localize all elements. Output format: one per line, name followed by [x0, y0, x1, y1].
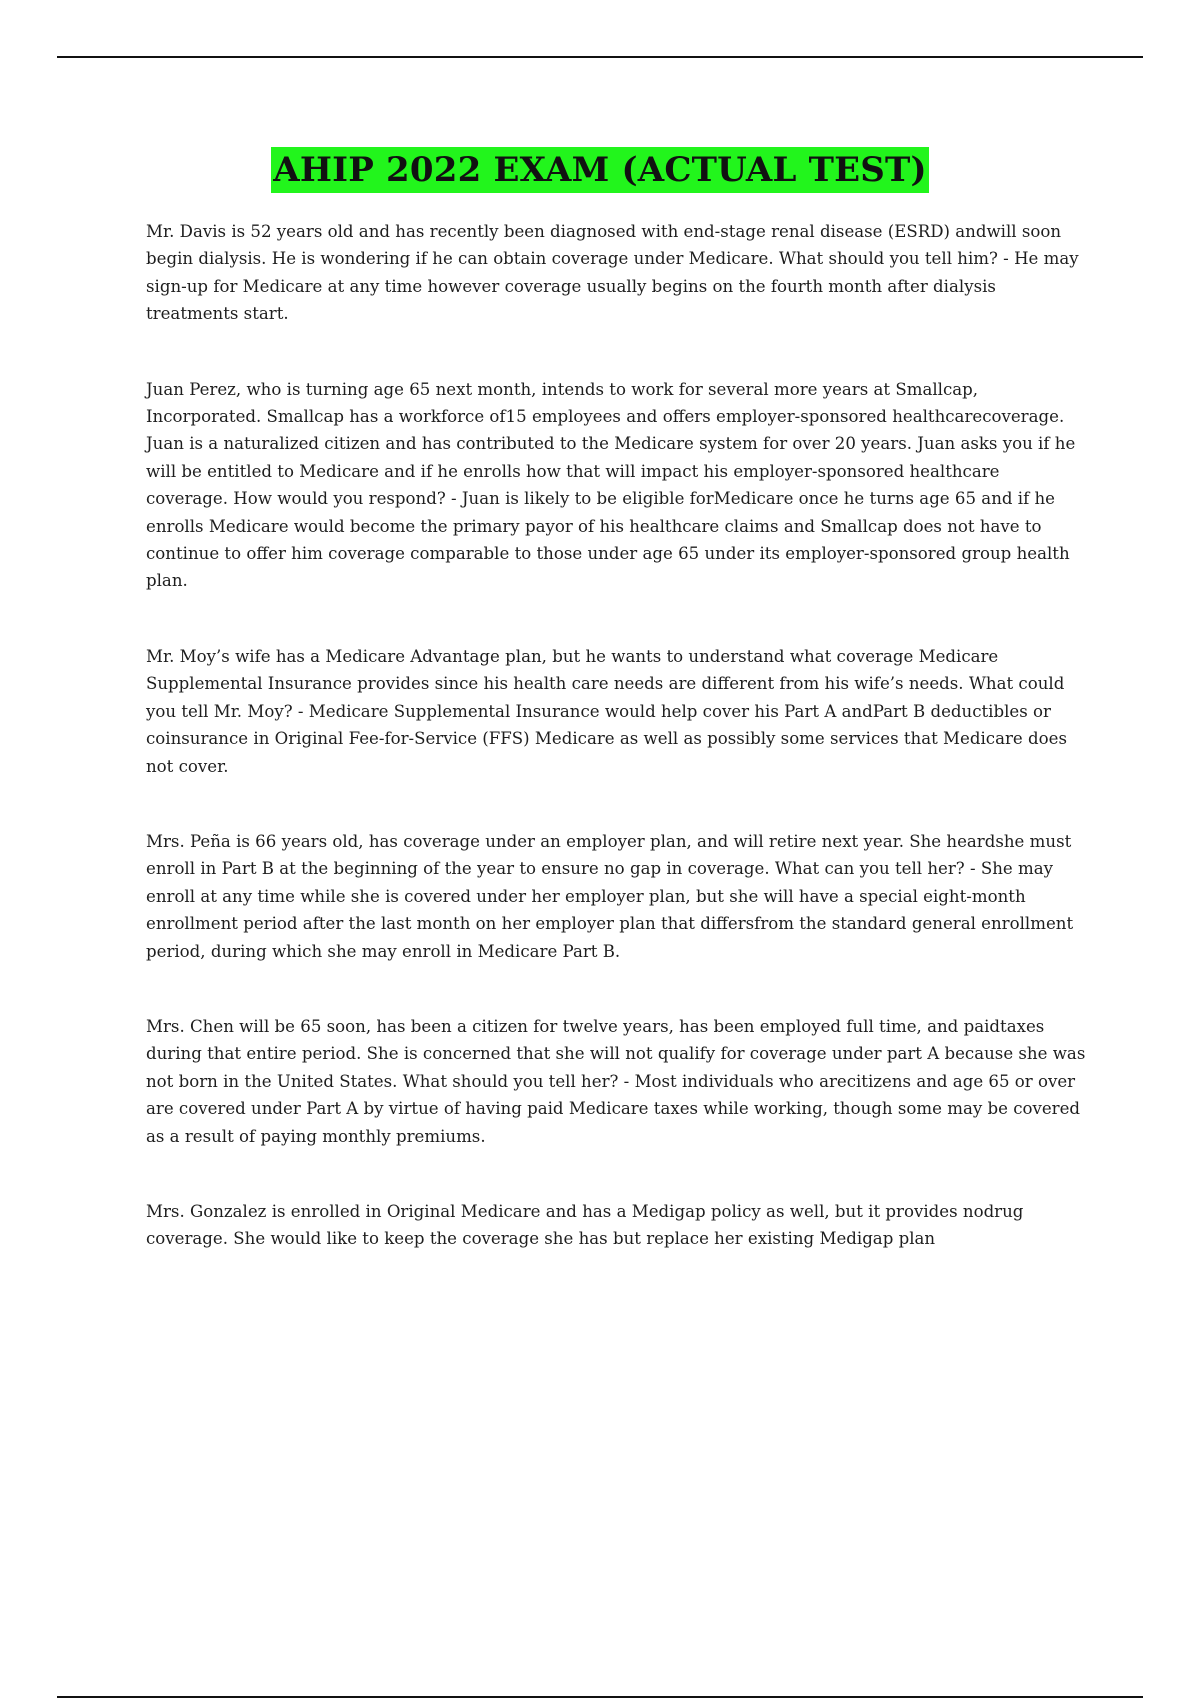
qa-item — [146, 1013, 1086, 1150]
qa-item — [146, 376, 1086, 595]
question-text: Mrs. Gonzalez is enrolled in Original Medicare and has a Medigap policy as well, but it provides nodrug coverage. She would like to keep the coverage she has but replace her existing Medigap plan — [146, 1201, 1024, 1249]
qa-item — [146, 643, 1086, 780]
answer-text: Most individuals who arecitizens and age 65 or over are covered under Part A by virtue of having paid Medicare taxes while working, though some may be covered as a result of paying monthly premiums. — [146, 1071, 1081, 1146]
qa-separator: - — [618, 1071, 635, 1091]
question-text: Juan Perez, who is turning age 65 next month, intends to work for several more years at Smallcap, Incorporated. Smallcap has a workforce of15 employees and offers employer-sponsored healthcarecoverage. Juan is a naturalized citizen and has contributed to the Medicare system for over 20 years. Juan asks you if he will be entitled to Medicare and if he enrolls how that will impact his employer-sponsored healthcare coverage. How would you respond? — [146, 379, 1076, 509]
answer-text: Medicare Supplemental Insurance would help cover his Part A andPart B deductibles or coinsurance in Original Fee-for-Service (FFS) Medicare as well as possibly some services that Medicare does not cover. — [146, 701, 1067, 776]
qa-item — [146, 828, 1086, 965]
qa-item — [146, 1198, 1086, 1253]
qa-separator: - — [445, 489, 462, 509]
qa-separator: - — [997, 249, 1015, 269]
question-text: Mr. Moy’s wife has a Medicare Advantage plan, but he wants to understand what coverage Medicare Supplemental Insurance provides since his health care needs are different from his wife’s needs. What could you tell Mr. Moy? — [146, 646, 1065, 721]
question-text: Mrs. Chen will be 65 soon, has been a citizen for twelve years, has been employed full time, and paidtaxes during that entire period. She is concerned that she will not qualify for coverage under part A because she was not born in the United States. What should you tell her? — [146, 1016, 1086, 1091]
question-text: Mrs. Peña is 66 years old, has coverage under an employer plan, and will retire next year. She heardshe must enroll in Part B at the beginning of the year to ensure no gap in coverage. What can you tell her? — [146, 831, 1072, 879]
top-rule — [57, 56, 1143, 58]
answer-text: He may sign-up for Medicare at any time however coverage usually begins on the fourth month after dialysis treatments start. — [146, 249, 1079, 324]
qa-separator: - — [964, 859, 981, 879]
qa-list — [146, 218, 1086, 1301]
qa-item — [146, 218, 1086, 328]
bottom-rule — [57, 1696, 1143, 1698]
answer-text: She may enroll at any time while she is covered under her employer plan, but she will have a special eight-month enrollment period after the last month on her employer plan that differsfrom the standard general enrollment period, during which she may enroll in Medicare Part B. — [146, 859, 1074, 961]
page-title: AHIP 2022 EXAM (ACTUAL TEST) — [271, 147, 929, 193]
answer-text: Juan is likely to be eligible forMedicare once he turns age 65 and if he enrolls Medicare would become the primary payor of his healthcare claims and Smallcap does not have to continue to offer him coverage comparable to those under age 65 under its employer-sponsored group health plan. — [146, 489, 1070, 591]
qa-separator: - — [292, 701, 309, 721]
title-block — [0, 147, 1200, 193]
question-text: Mr. Davis is 52 years old and has recently been diagnosed with end-stage renal disease (ESRD) andwill soon begin dialysis. He is wondering if he can obtain coverage under Medicare. What should you tell him? — [146, 222, 1062, 269]
